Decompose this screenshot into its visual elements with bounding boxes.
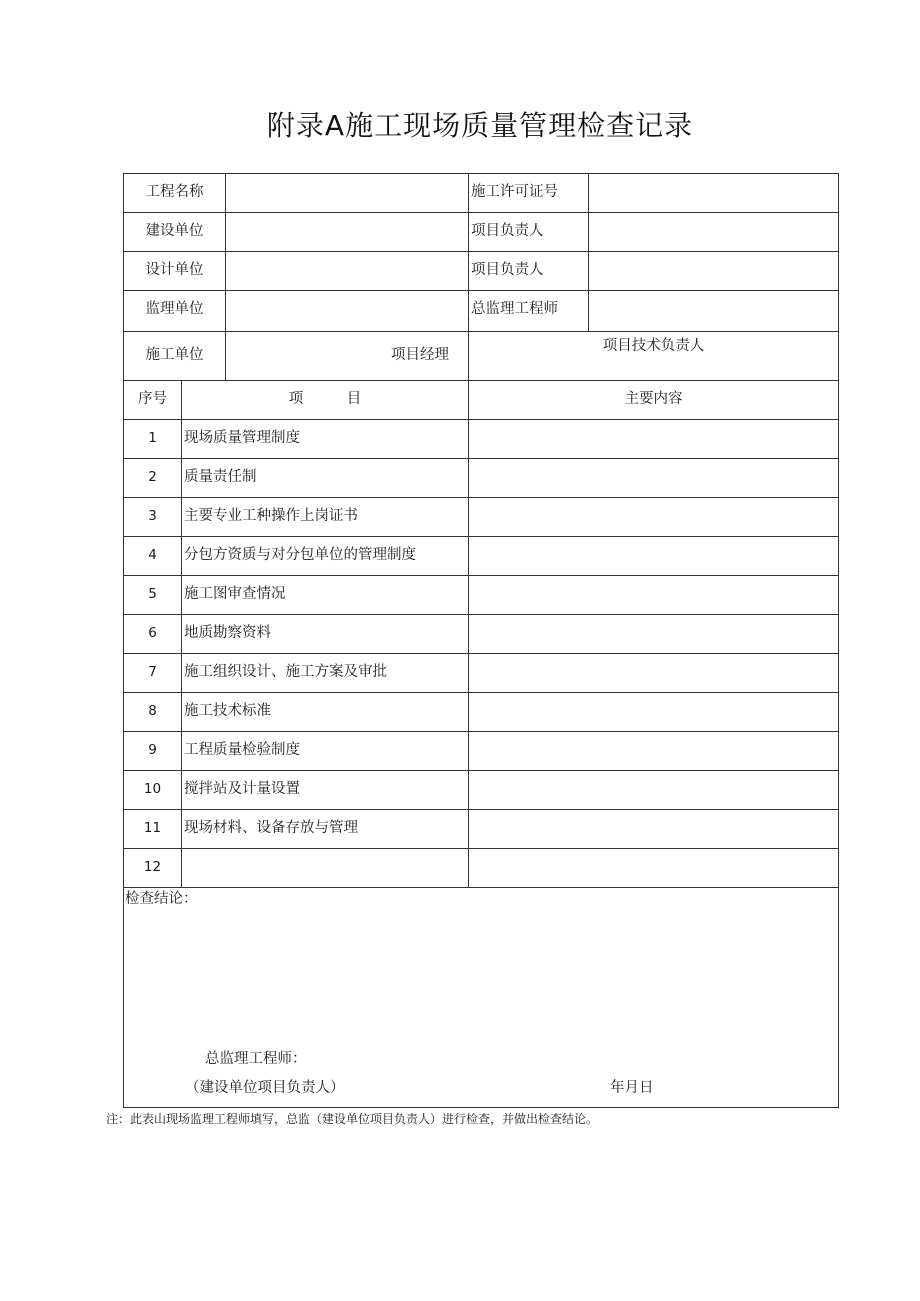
- info-right-label: 总监理工程师: [471, 301, 558, 318]
- item-seq: 8: [148, 702, 157, 719]
- info-right-label: 项目负责人: [471, 223, 544, 240]
- item-seq: 5: [148, 585, 157, 602]
- item-name: 主要专业工种操作上岗证书: [184, 508, 358, 525]
- item-seq: 11: [143, 819, 162, 836]
- item-name: 施工组织设计、施工方案及审批: [184, 664, 387, 681]
- info-right-label: 施工许可证号: [471, 184, 558, 201]
- item-content-field[interactable]: [469, 653, 838, 692]
- info-label: 监理单位: [145, 301, 204, 318]
- item-name: 施工图审查情况: [184, 586, 286, 603]
- tech-lead-label: 项目技术负责人: [602, 338, 705, 354]
- item-seq: 6: [148, 624, 157, 641]
- info-right-value-field[interactable]: [589, 173, 838, 212]
- item-name: 工程质量检验制度: [184, 742, 300, 759]
- info-label: 工程名称: [145, 184, 204, 201]
- item-name: 现场质量管理制度: [184, 430, 300, 447]
- date-label: 年月日: [610, 1079, 654, 1096]
- info-right-label: 项目负责人: [471, 262, 544, 279]
- item-content-field[interactable]: [469, 497, 838, 536]
- item-content-field[interactable]: [469, 419, 838, 458]
- item-name: 地质勘察资料: [184, 625, 271, 642]
- inspection-form-table: [123, 173, 838, 1107]
- info-value-field[interactable]: [226, 212, 468, 251]
- content-header: 主要内容: [624, 391, 683, 408]
- item-name: [183, 848, 468, 887]
- page-title: 附录A施工现场质量管理检查记录: [266, 109, 694, 142]
- item-seq: 2: [148, 468, 157, 485]
- info-value-field[interactable]: [226, 251, 468, 290]
- item-seq: 4: [148, 546, 157, 563]
- chief-supervisor-label: 总监理工程师：: [205, 1050, 307, 1067]
- seq-header: 序号: [138, 391, 167, 408]
- item-name: 施工技术标准: [184, 703, 271, 720]
- item-content-field[interactable]: [469, 614, 838, 653]
- item-name: 分包方资质与对分包单位的管理制度: [184, 547, 416, 564]
- seq-col-line: [181, 380, 182, 887]
- item-seq: 12: [143, 858, 162, 875]
- item-seq: 10: [143, 780, 162, 797]
- item-name: 质量责任制: [184, 469, 257, 486]
- info-right-value-field[interactable]: [589, 212, 838, 251]
- info-label: 设计单位: [145, 262, 204, 279]
- item-content-field[interactable]: [469, 731, 838, 770]
- info-value-field[interactable]: [226, 173, 468, 212]
- item-header: 项 目: [288, 391, 362, 408]
- info-col-line: [588, 173, 589, 331]
- item-content-field[interactable]: [469, 809, 838, 848]
- item-seq: 7: [148, 663, 157, 680]
- info-label: 建设单位: [145, 223, 204, 240]
- table-border-right: [838, 173, 839, 1107]
- item-name: 搅拌站及计量设置: [184, 781, 300, 798]
- conclusion-field[interactable]: [124, 888, 838, 1107]
- item-seq: 9: [148, 741, 157, 758]
- item-name: 现场材料、设备存放与管理: [184, 820, 358, 837]
- info-value-field[interactable]: [226, 290, 468, 329]
- item-col-line: [468, 380, 469, 887]
- item-content-field[interactable]: [469, 458, 838, 497]
- item-seq: 3: [148, 507, 157, 524]
- info-right-value-field[interactable]: [589, 290, 838, 329]
- item-content-field[interactable]: [469, 770, 838, 809]
- owner-project-lead-label: （建设单位项目负责人）: [185, 1079, 345, 1096]
- item-content-field[interactable]: [469, 575, 838, 614]
- conclusion-label: 检查结论：: [125, 890, 198, 907]
- project-manager-label: 项目经理: [391, 347, 449, 364]
- table-border-bottom: [123, 1107, 839, 1108]
- contractor-label: 施工单位: [145, 347, 204, 364]
- item-content-field[interactable]: [469, 536, 838, 575]
- item-content-field[interactable]: [469, 848, 838, 887]
- footnote: 注：此表山现场监理工程师填写，总监（建设单位项目负责人）进行检查，并做出检查结论。: [106, 1112, 599, 1126]
- info-right-value-field[interactable]: [589, 251, 838, 290]
- item-seq: 1: [148, 429, 157, 446]
- item-content-field[interactable]: [469, 692, 838, 731]
